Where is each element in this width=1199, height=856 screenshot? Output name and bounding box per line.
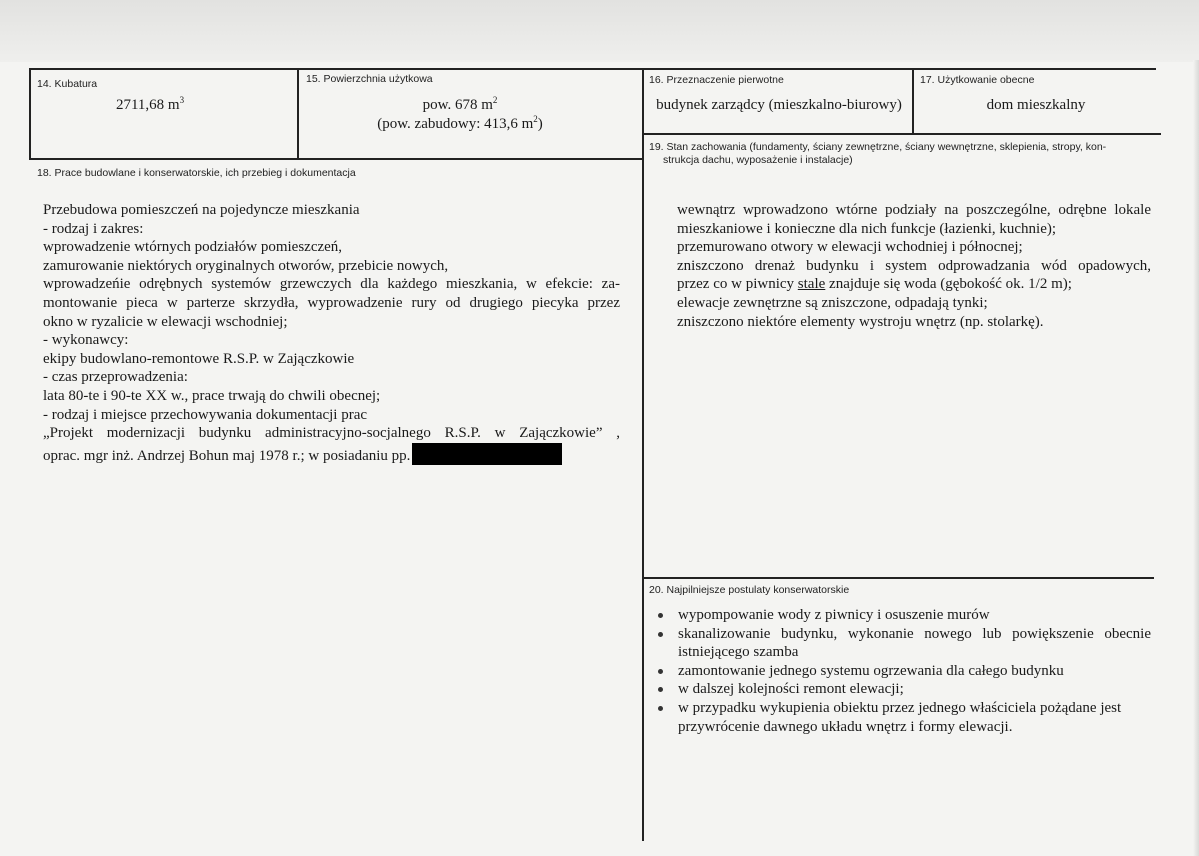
center-divider [642,68,644,841]
scan-top-margin [0,0,1199,62]
kubatura-text: 2711,68 m [115,97,180,113]
list-item [651,680,1151,699]
f18-line: oprac. mgr inż. Andrzej Bohun maj 1978 r.; w posiadaniu pp. [43,447,411,464]
field-16-label: 16. Przeznaczenie pierwotne [649,74,784,86]
field-17-label: 17. Użytkowanie obecne [920,74,1035,86]
field-15-label: 15. Powierzchnia użytkowa [306,73,433,85]
bullet-icon [658,632,663,637]
list-item-text: w przypadku wykupienia obiektu przez jednego właściciela pożądane jest przywrócenie dawnego układu wnętrz i formy elewacji. [678,699,1122,735]
f18-line: okno w ryzalicie w elewacji wschodniej; [43,313,288,330]
powierzchnia-text: pow. 678 m [422,97,493,113]
list-item-text: zamontowanie jednego systemu ogrzewania dla całego budynku [678,662,1064,679]
f18-line: „Projekt modernizacji budynku administracyjno-socjalnego R.S.P. w Zajączkowie” , [43,425,620,442]
box20-top-border [643,577,1154,579]
left-border [29,68,31,160]
row1-bottom-border-right [643,133,1161,135]
f19-line-part: przez co w piwnicy [677,276,798,293]
field-14-label: 14. Kubatura [37,78,98,90]
f18-line: - rodzaj i miejsce przechowywania dokumentacji prac [43,406,368,423]
f18-line: lata 80-te i 90-te XX w., prace trwają do chwili obecnej; [43,387,381,404]
field-19-text [677,201,1151,331]
bullet-icon [658,613,663,618]
f19-underlined-word: stale [797,276,826,293]
f18-line: ekipy budowlano-remontowe R.S.P. w Zajączkowie [43,350,355,367]
f18-line: wprowadzeńie odrębnych systemów grzewczych dla każdego mieszkania, w efekcie: za- [43,276,620,293]
f18-line: wprowadzenie wtórnych podziałów pomieszczeń, [43,239,343,256]
field-19-label-line1: 19. Stan zachowania (fundamenty, ściany zewnętrzne, ściany wewnętrzne, sklepienia, stropy, kon- [649,141,1107,153]
powierzchnia-sup: 2 [492,95,498,105]
list-item [651,625,1151,662]
list-item [651,699,1151,736]
top-border [29,68,1156,70]
kubatura-sup: 3 [179,95,185,105]
zabudowa-text: (pow. zabudowy: 413,6 m [377,116,534,132]
divider-14-15 [297,68,299,159]
zabudowa-close: ) [537,116,543,132]
field-16-value: budynek zarządcy (mieszkalno-biurowy) [656,97,902,113]
zabudowa-sup: 2 [533,114,538,124]
bullet-icon [658,706,663,711]
f19-line: mieszkaniowe i konieczne dla nich funkcje (łazienki, kuchnie); [677,220,1057,237]
list-item-text: wypompowanie wody z piwnicy i osuszenie murów [678,607,990,623]
list-item [651,606,1151,625]
bullet-icon [658,669,663,674]
f19-line-part: znajduje się woda (gębokość ok. 1/2 m); [825,276,1072,293]
field-17-value: dom mieszkalny [986,97,1086,113]
f18-last-line [43,443,620,466]
field-18-text [43,201,620,465]
list-item-text: w dalszej kolejności remont elewacji; [678,681,904,698]
f19-line: elewacje zewnętrzne są zniszczone, odpadają tynki; [677,294,988,311]
field-15-value [330,96,590,134]
f19-line: zniszczono drenaż budynku i system odprowadzania wód opadowych, [677,257,1151,274]
f18-line: montowanie pieca w parterze skrzydła, wyprowadzenie rury od drugiego piecyka przez [43,294,620,311]
redaction-bar [412,443,562,465]
bullet-icon [658,687,663,692]
field-20-label: 20. Najpilniejsze postulaty konserwatorskie [649,584,850,596]
list-item-text: skanalizowanie budynku, wykonanie nowego lub powiększenie obecnie istniejącego szamba [678,625,1151,661]
field-19-label [649,141,1106,167]
f19-line: wewnątrz wprowadzono wtórne podziały na poszczególne, odrębne lokale [677,202,1151,218]
f18-line: - czas przeprowadzenia: [43,369,188,386]
f19-line: zniszczono niektóre elementy wystroju wnętrz (np. stolarkę). [677,313,1044,330]
f19-line-underline [677,275,1151,294]
f18-line: zamurowanie niektórych oryginalnych otworów, przebicie nowych, [43,257,449,274]
scan-right-edge [1193,60,1199,856]
f19-line: przemurowano otwory w elewacji wchodniej i północnej; [677,239,1023,256]
field-20-list [651,606,1151,736]
field-19-label-line2: strukcja dachu, wyposażenie i instalacje) [663,154,853,166]
f18-line: - rodzaj i zakres: [43,220,144,237]
row1-bottom-border-left [29,158,643,160]
f18-line: - wykonawcy: [43,332,129,349]
list-item [651,662,1151,681]
f18-line: Przebudowa pomieszczeń na pojedyncze mieszkania [43,202,360,218]
field-14-value [80,96,220,115]
field-18-label: 18. Prace budowlane i konserwatorskie, ich przebieg i dokumentacja [37,167,356,179]
